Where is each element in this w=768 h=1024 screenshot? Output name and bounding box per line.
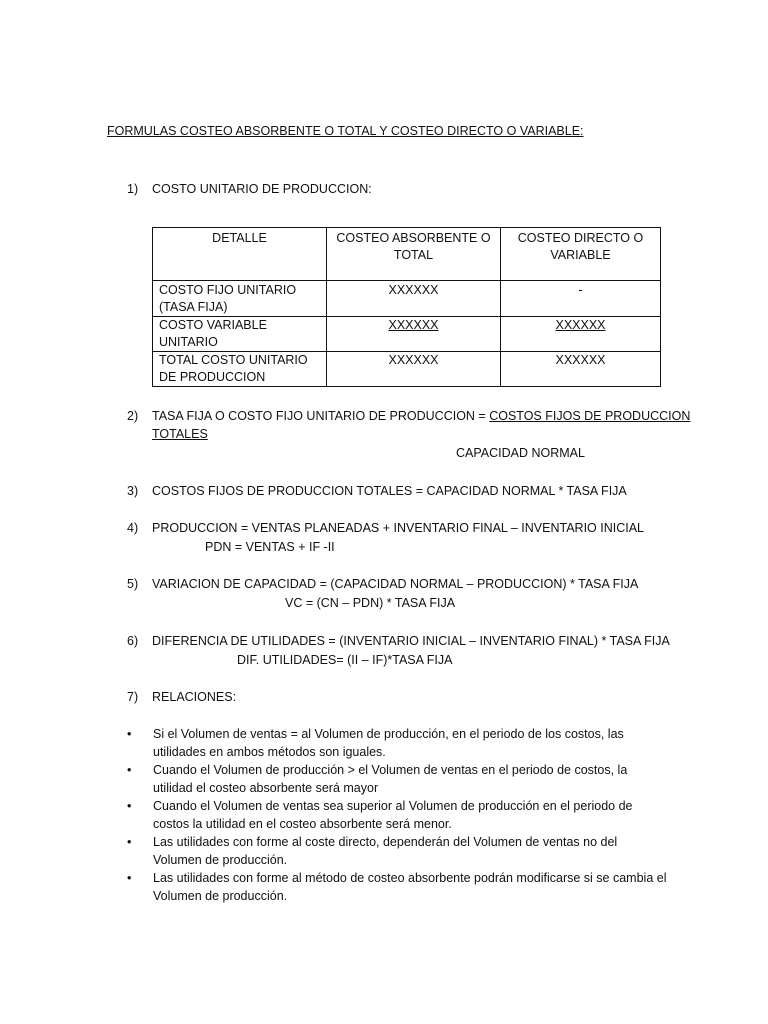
table-cell: XXXXXX bbox=[327, 317, 501, 352]
table-row bbox=[153, 352, 661, 387]
item-4-short-formula: PDN = VENTAS + IF -II bbox=[205, 540, 335, 554]
table-cell: XXXXXX bbox=[327, 352, 501, 387]
table-cell: COSTO VARIABLE UNITARIO bbox=[153, 317, 327, 352]
document-title: FORMULAS COSTEO ABSORBENTE O TOTAL Y COSTEO DIRECTO O VARIABLE: bbox=[107, 124, 584, 138]
item-6-formula: DIFERENCIA DE UTILIDADES = (INVENTARIO INICIAL – INVENTARIO FINAL) * TASA FIJA bbox=[152, 634, 670, 648]
section-1-number: 1) bbox=[127, 182, 139, 196]
item-7-heading: RELACIONES: bbox=[152, 690, 237, 704]
table-cell: XXXXXX bbox=[501, 317, 661, 352]
table-row bbox=[153, 281, 661, 317]
table-row bbox=[153, 317, 661, 352]
table-cell: XXXXXX bbox=[501, 352, 661, 387]
table-cell: XXXXXX bbox=[327, 281, 501, 317]
section-1-heading: COSTO UNITARIO DE PRODUCCION: bbox=[152, 182, 372, 196]
list-item bbox=[127, 869, 667, 905]
detail-line: (TASA FIJA) bbox=[159, 300, 228, 314]
list-item-text: Si el Volumen de ventas = al Volumen de producción, en el periodo de los costos, las utilidades en ambos métodos son iguales. bbox=[153, 727, 624, 759]
bullet-icon: • bbox=[127, 727, 132, 741]
item-4-formula: PRODUCCION = VENTAS PLANEADAS + INVENTARIO FINAL – INVENTARIO INICIAL bbox=[152, 521, 645, 535]
formula-numerator-cont: TOTALES bbox=[152, 427, 208, 441]
table-cell: - bbox=[501, 281, 661, 317]
list-item bbox=[127, 725, 667, 761]
detail-line: COSTO FIJO UNITARIO bbox=[159, 283, 297, 297]
table-cell bbox=[153, 281, 327, 317]
list-item-text: Las utilidades con forme al coste directo, dependerán del Volumen de ventas no del Volumen de producción. bbox=[153, 835, 618, 867]
table-header: COSTEO DIRECTO O VARIABLE bbox=[501, 228, 661, 281]
formula-denominator: CAPACIDAD NORMAL bbox=[456, 446, 585, 460]
list-item-text: Cuando el Volumen de producción > el Volumen de ventas en el periodo de costos, la utilidad el costeo absorbente será mayor bbox=[153, 763, 628, 795]
item-5-formula: VARIACION DE CAPACIDAD = (CAPACIDAD NORMAL – PRODUCCION) * TASA FIJA bbox=[152, 577, 639, 591]
bullet-icon: • bbox=[127, 799, 132, 813]
item-5-number: 5) bbox=[127, 577, 139, 591]
list-item-text: Las utilidades con forme al método de costeo absorbente podrán modificarse si se cambia el Volumen de producción. bbox=[153, 871, 667, 903]
list-item-text: Cuando el Volumen de ventas sea superior al Volumen de producción en el periodo de costos la utilidad en el costeo absorbente será menor. bbox=[153, 799, 633, 831]
item-4-number: 4) bbox=[127, 521, 139, 535]
formula-lhs: TASA FIJA O COSTO FIJO UNITARIO DE PRODUCCION = bbox=[152, 409, 490, 423]
item-7-number: 7) bbox=[127, 690, 139, 704]
bullet-icon: • bbox=[127, 871, 132, 885]
relations-list bbox=[127, 725, 667, 905]
item-6-number: 6) bbox=[127, 634, 139, 648]
cost-table bbox=[152, 227, 661, 387]
item-6-short-formula: DIF. UTILIDADES= (II – IF)*TASA FIJA bbox=[237, 653, 453, 667]
table-cell: TOTAL COSTO UNITARIO DE PRODUCCION bbox=[153, 352, 327, 387]
bullet-icon: • bbox=[127, 763, 132, 777]
bullet-icon: • bbox=[127, 835, 132, 849]
item-3-formula: COSTOS FIJOS DE PRODUCCION TOTALES = CAPACIDAD NORMAL * TASA FIJA bbox=[152, 484, 627, 498]
item-3-number: 3) bbox=[127, 484, 139, 498]
table-header: DETALLE bbox=[153, 228, 327, 281]
item-2-formula bbox=[152, 407, 690, 425]
item-2-number: 2) bbox=[127, 409, 139, 423]
table-header-row bbox=[153, 228, 661, 281]
list-item bbox=[127, 797, 667, 833]
table-header: COSTEO ABSORBENTE O TOTAL bbox=[327, 228, 501, 281]
list-item bbox=[127, 833, 667, 869]
formula-numerator: COSTOS FIJOS DE PRODUCCION bbox=[489, 409, 691, 423]
item-5-short-formula: VC = (CN – PDN) * TASA FIJA bbox=[285, 596, 456, 610]
list-item bbox=[127, 761, 667, 797]
